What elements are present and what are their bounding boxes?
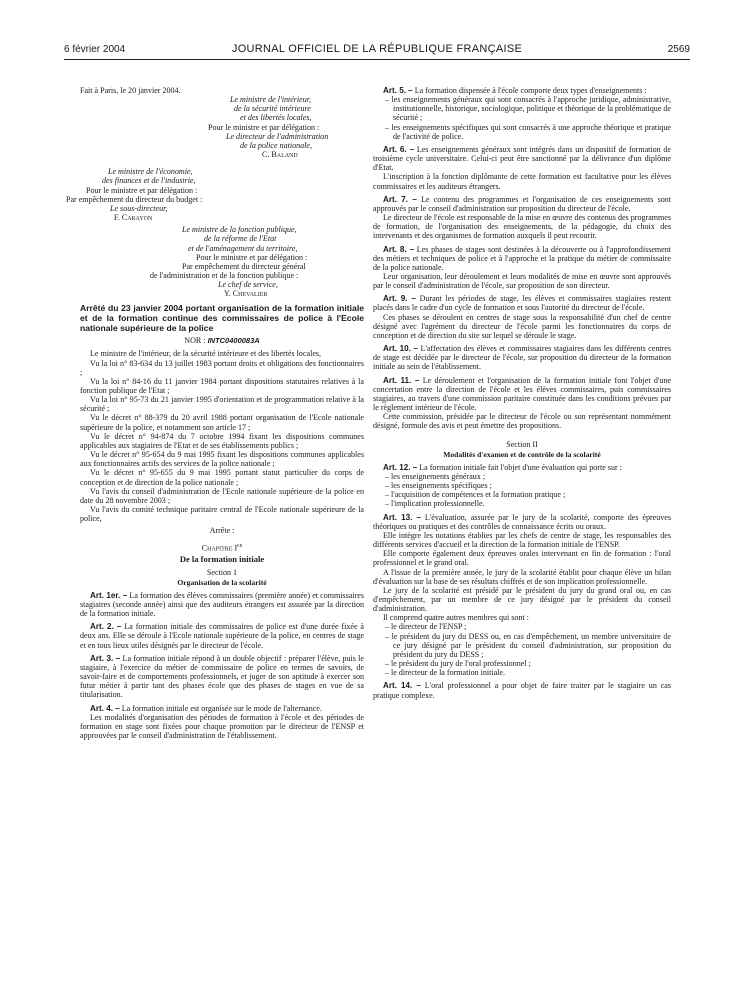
signature-block-public-service [80,225,364,298]
preamble-intro: Le ministre de l'intérieur, de la sécurité intérieure et des libertés locales, [90,349,322,359]
article-14: Art. 14. – L'oral professionnel a pour objet de faire traiter par le stagiaire un cas pratique complexe. [373,681,671,700]
list-item: – le directeur de l'ENSP ; [385,622,467,632]
visa: Vu l'avis du comité technique paritaire central de l'Ecole nationale supérieure de la police, [80,505,364,524]
signature-line: et des libertés locales, [240,113,312,123]
article-1: Art. 1er. – La formation des élèves commissaires (première année) et commissaires stagiaires (seconde année) ainsi que des auditeurs étrangers est assurée par la direction de la formation initiale. [80,590,364,619]
arrete-title: Arrêté du 23 janvier 2004 portant organisation de la formation initiale et de la formation continue des commissaires de police à l'Ecole nationale supérieure de la police [80,303,364,333]
article-3: Art. 3. – La formation initiale répond à un double objectif : préparer l'élève, puis le stagiaire, à l'exercice du métier de commissaire de police en termes de savoirs, de savoir-faire et de comportements professionnels, et juger de son aptitude à exercer son futur métier à partir tant des phases école que des phases de stages en vue de sa titularisation. [80,653,364,700]
article-11-paragraph: Cette commission, présidée par le directeur de l'école ou son représentant nommément désigné, formule des avis et peut émettre des propositions. [373,412,671,431]
arrete-formula: Arrête : [209,526,235,536]
signature-line: des finances et de l'industrie, [102,176,196,186]
signature-line: Le ministre de l'intérieur, [230,95,311,105]
signature-line: Par empêchement du directeur du budget : [66,194,203,204]
visa: Vu l'avis du conseil d'administration de l'Ecole nationale supérieure de la police en date du 28 novembre 2003 ; [80,486,364,505]
article-12-list [373,472,671,509]
article-13-paragraph: Elle comporte également deux épreuves orales intervenant en fin de formation : l'oral professionnel et le grand oral. [373,549,671,568]
signature-line: de l'administration et de la fonction publique : [150,270,299,280]
signature-line: Pour le ministre et par délégation : [86,185,198,195]
visa: Vu la loi n° 84-16 du 11 janvier 1984 portant dispositions statutaires relatives à la fonction publique de l'Etat ; [80,376,364,395]
signature-block-economy [66,167,280,223]
section-label: Section II [506,440,538,450]
list-item: – les enseignements spécifiques qui sont consacrés à une approche théorique et pratique de l'activité de police. [385,122,671,141]
header-rule [64,59,690,60]
list-item: – l'implication professionnelle. [385,499,485,509]
visa: Vu la loi n° 95-73 du 21 janvier 1995 d'orientation et de programmation relative à la sécurité ; [80,395,364,414]
list-item: – le directeur de la formation initiale. [385,668,505,678]
left-column [66,86,364,740]
article-9: Art. 9. – Durant les périodes de stage, les élèves et commissaires stagiaires restent placés dans le cadre d'un cycle de formation et sous l'autorité du directeur de l'école. [373,294,671,313]
right-column [373,86,671,700]
article-11: Art. 11. – Le déroulement et l'organisation de la formation initiale font l'objet d'une concertation entre la direction de l'école et les élèves commissaires, puis commissaires stagiaires, au travers d'une commission paritaire constituée dans les conditions prévues par le règlement intérieur de l'école. [373,375,671,412]
place-date: Fait à Paris, le 20 janvier 2004. [80,86,181,95]
signature-block-interior [80,86,364,159]
article-8: Art. 8. – Les phases de stages sont destinées à la découverte ou à l'approfondissement des métiers et techniques de police et à l'approche et la pratique du métier de commissaire de la police nationale. [373,244,671,272]
journal-title: JOURNAL OFFICIEL DE LA RÉPUBLIQUE FRANÇAISE [231,43,523,55]
nor-label: NOR : [184,336,206,346]
list-item: – le président du jury de l'oral professionnel ; [385,659,531,669]
article-13: Art. 13. – L'évaluation, assurée par le jury de la scolarité, comporte des épreuves théoriques ou pratiques et des contrôles de connaissance écrits ou oraux. [373,512,671,531]
header-date: 6 février 2004 [64,44,126,55]
article-7-paragraph: Le directeur de l'école est responsable de la mise en œuvre des contenus des programmes de formation, de l'organisation des enseignements, de la pédagogie, du choix des intervenants et des organismes de formation auxquels il peut recourir. [373,213,671,241]
page-header [64,44,690,58]
article-9-paragraph: Ces phases se déroulent en centres de stage sous la responsabilité d'un chef de centre désigné avec l'agrément du directeur de l'école parmi les fonctionnaires du corps de conception et de direction du site sur lequel se déroule le stage. [373,312,671,340]
article-6: Art. 6. – Les enseignements généraux sont intégrés dans un dispositif de formation de troisième cycle universitaire. Celui-ci peut être sanctionné par la délivrance d'un diplôme d'Etat. [373,144,671,173]
article-13-paragraph: Il comprend quatre autres membres qui sont : [383,613,529,623]
page-number: 2569 [667,44,690,55]
signature-line: Pour le ministre et par délégation : [208,122,320,132]
signature-line: Par empêchement du directeur général [182,261,306,271]
article-6-paragraph: L'inscription à la fonction diplômante de cette formation est facultative pour les élèves commissaires et les auditeurs étrangers. [373,172,671,191]
visa: Vu le décret n° 95-654 du 9 mai 1995 fixant les dispositions communes applicables aux fonctionnaires actifs des services de la police nationale ; [80,450,364,469]
nor-code: INTC0400083A [207,336,260,346]
article-8-paragraph: Leur organisation, leur déroulement et leurs modalités de mise en œuvre sont approuvés par le conseil d'administration de l'école, sur proposition de son directeur. [373,271,671,291]
signature-line: Pour le ministre et par délégation : [196,252,308,262]
signatory-name: F. Carayon [114,213,153,223]
article-10: Art. 10. – L'affectation des élèves et commissaires stagiaires dans les différents centres de stage est décidée par le directeur de l'école, sur proposition du directeur de la formation initiale au sein de l'établissement. [373,344,671,372]
signature-line: de la réforme de l'Etat [204,234,277,244]
chapter-label: Chapitre Ier [201,542,243,553]
list-item: – l'acquisition de compétences et la formation pratique ; [385,490,566,500]
article-13-paragraph: Elle intègre les notations établies par les chefs de centre de stage, les responsables des différents services d'accueil et la direction de la formation initiale de l'ENSP. [373,530,671,550]
article-7: Art. 7. – Le contenu des programmes et l'organisation de ces enseignements sont approuvés par le conseil d'administration sur proposition du directeur de l'école. [373,194,671,213]
article-4-paragraph: Les modalités d'organisation des périodes de formation à l'école et des périodes de formation en stage sont fixées pour chaque promotion par le directeur de l'ENSP et approuvées par le conseil d'administration de l'établissement. [80,712,364,740]
signature-line: de la sécurité intérieure [234,104,311,114]
article-2: Art. 2. – La formation initiale des commissaires de police est d'une durée fixée à deux ans. Elle se déroule à l'Ecole nationale supérieure de la police, en centres de stage et en tous lieux utiles désignés par le directeur de l'école. [80,622,364,650]
signature-line: Le sous-directeur, [110,203,168,213]
article-13-paragraph: A l'issue de la première année, le jury de la scolarité établit pour chaque élève un bilan d'évaluation sur la base de ses résultats chiffrés et de son implication professionnelle. [373,567,671,586]
signature-line: Le directeur de l'administration [226,131,329,141]
section-title: Modalités d'examen et de contrôle de la scolarité [443,449,601,459]
article-4: Art. 4. – La formation initiale est organisée sur le mode de l'alternance. [90,703,322,713]
visa: Vu le décret n° 88-379 du 20 avril 1988 portant organisation de l'Ecole nationale supérieure de la police, et notamment son article 17 ; [80,413,364,432]
signature-line: de la police nationale, [240,140,312,150]
section-label: Section 1 [206,568,238,578]
section-title: Organisation de la scolarité [177,577,267,587]
signature-line: Le ministre de l'économie, [108,167,193,177]
article-13-list [373,622,671,677]
list-item: – les enseignements généraux ; [385,471,486,481]
article-13-paragraph: Le jury de la scolarité est présidé par le président du jury du grand oral ou, en cas d'empêchement, par un membre de ce jury désigné par le président du conseil d'administration. [373,585,671,614]
signatory-name: Y. Chevalier [224,289,268,299]
signatory-name: C. Baland [262,150,298,160]
signature-line: Le ministre de la fonction publique, [182,225,297,235]
signature-line: et de l'aménagement du territoire, [188,243,298,253]
chapter-title: De la formation initiale [179,554,265,565]
article-5: Art. 5. – La formation dispensée à l'école comporte deux types d'enseignements : [383,86,647,95]
article-12: Art. 12. – La formation initiale fait l'objet d'une évaluation qui porte sur : [383,462,622,472]
list-item: – les enseignements généraux qui sont consacrés à l'approche juridique, administrative, institutionnelle, historique, sociologique, politique et théorique de la problématique de sécurité ; [385,95,672,123]
list-item: – les enseignements spécifiques ; [385,481,492,491]
article-5-list [373,95,671,141]
signature-line: Le chef de service, [218,280,278,290]
list-item: – le président du jury du DESS ou, en cas d'empêchement, un membre universitaire de ce jury désigné par le président du conseil d'administration, sur proposition du président du jury du DESS ; [385,631,671,659]
visa: Vu le décret n° 94-874 du 7 octobre 1994 fixant les dispositions communes applicables aux stagiaires de l'Etat et de ses établissements publics ; [80,431,364,450]
visa: Vu la loi n° 83-634 du 13 juillet 1983 portant droits et obligations des fonctionnaires ; [80,358,364,377]
visa: Vu le décret n° 95-655 du 9 mai 1995 portant statut particulier du corps de conception et de direction de la police nationale ; [80,468,364,487]
nor-reference [80,336,364,345]
